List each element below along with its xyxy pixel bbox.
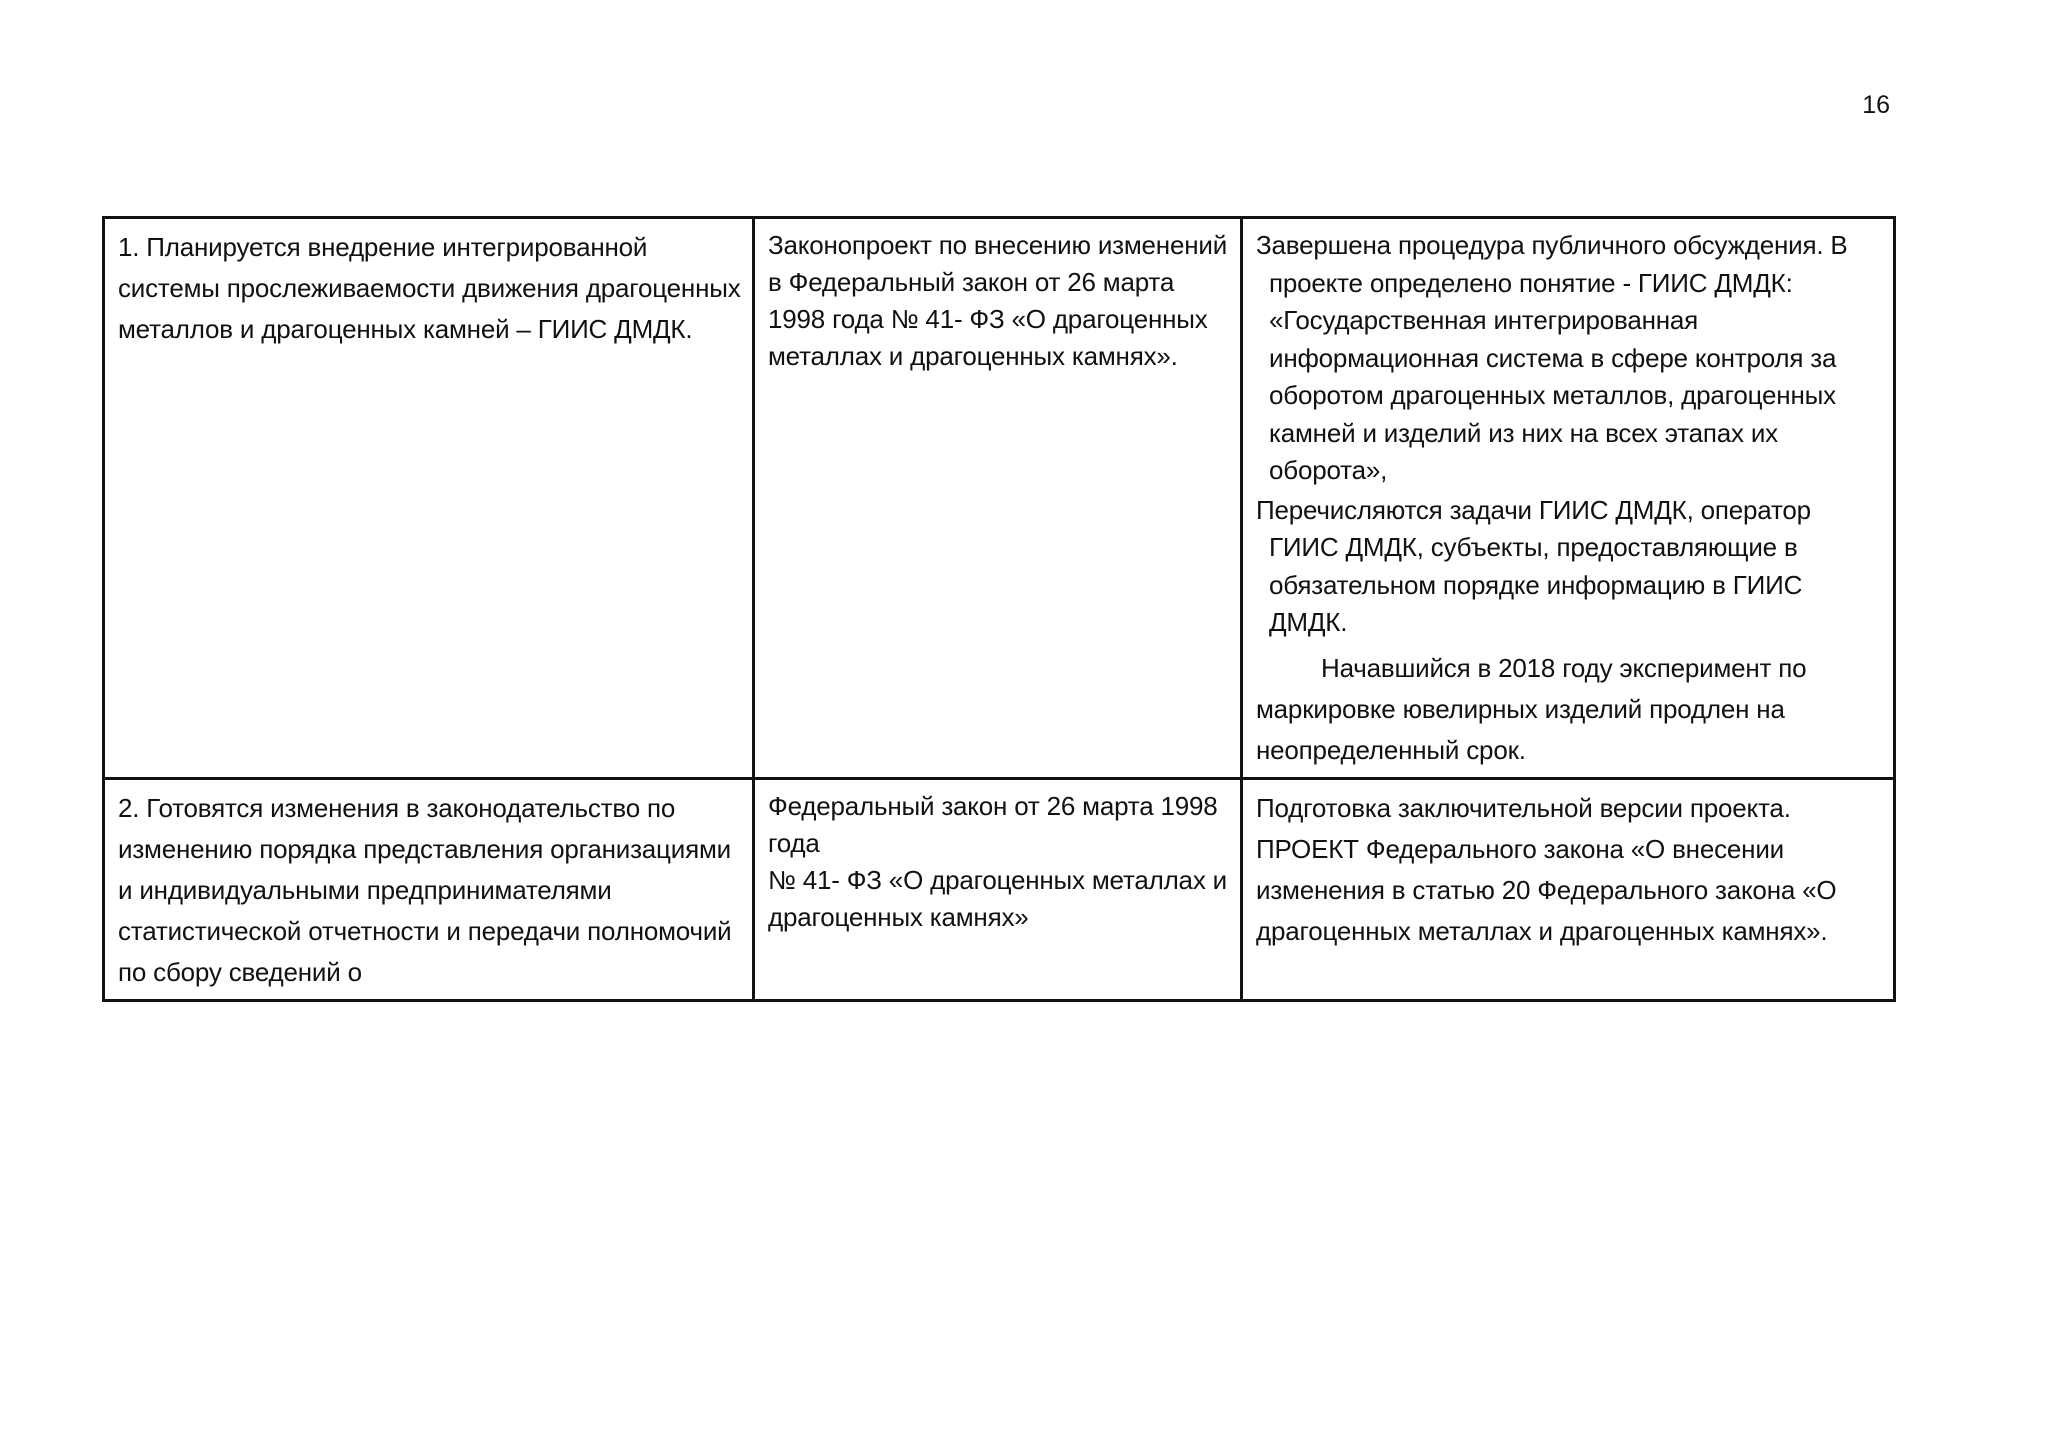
row2-status-line-1: Подготовка заключительной версии проекта. [1256, 792, 1791, 823]
row2-legal-basis-cell [754, 778, 1242, 1000]
row2-measure-cell [104, 778, 754, 1000]
row2-measure-text: 2. Готовятся изменения в законодательство по изменению порядка представления организациями и индивидуальными предпринимателями статистической отчетности и передачи полномочий по сбору сведений о [118, 792, 732, 987]
document-table [102, 216, 1896, 1002]
row2-legal-basis-line-2: № 41- ФЗ «О драгоценных металлах и драгоценных камнях» [768, 864, 1227, 932]
row1-status-paragraph-2: Перечисляются задачи ГИИС ДМДК, оператор ГИИС ДМДК, субъекты, предоставляющие в обязательном порядке информацию в ГИИС ДМДК. [1256, 494, 1811, 637]
table-row [104, 218, 1895, 779]
row1-legal-basis-cell [754, 218, 1242, 779]
row2-status-cell [1242, 778, 1895, 1000]
table-row [104, 778, 1895, 1000]
row1-status-cell [1242, 218, 1895, 779]
row1-measure-cell [104, 218, 754, 779]
row2-legal-basis-line-1: Федеральный закон от 26 марта 1998 года [768, 790, 1218, 858]
row1-status-paragraph-1: Завершена процедура публичного обсуждения. В проекте определено понятие - ГИИС ДМДК: «Государственная интегрированная информационная система в сфере контроля за оборотом драгоценных металлов, драгоценных камней и изделий из них на всех этапах их оборота», [1256, 230, 1848, 485]
row1-measure-text: 1. Планируется внедрение интегрированной системы прослеживаемости движения драгоценных металлов и драгоценных камней – ГИИС ДМДК. [118, 232, 741, 344]
row1-legal-basis-text: Законопроект по внесению изменений в Федеральный закон от 26 марта 1998 года № 41- ФЗ «О драгоценных металлах и драгоценных камнях». [768, 230, 1228, 371]
page-number: 16 [1862, 91, 1890, 119]
row1-status-paragraph-3: Начавшийся в 2018 году эксперимент по маркировке ювелирных изделий продлен на неопределенный срок. [1256, 652, 1807, 765]
row2-status-line-2: ПРОЕКТ Федерального закона «О внесении изменения в статью 20 Федерального закона «О драгоценных металлах и драгоценных камнях». [1256, 833, 1837, 946]
